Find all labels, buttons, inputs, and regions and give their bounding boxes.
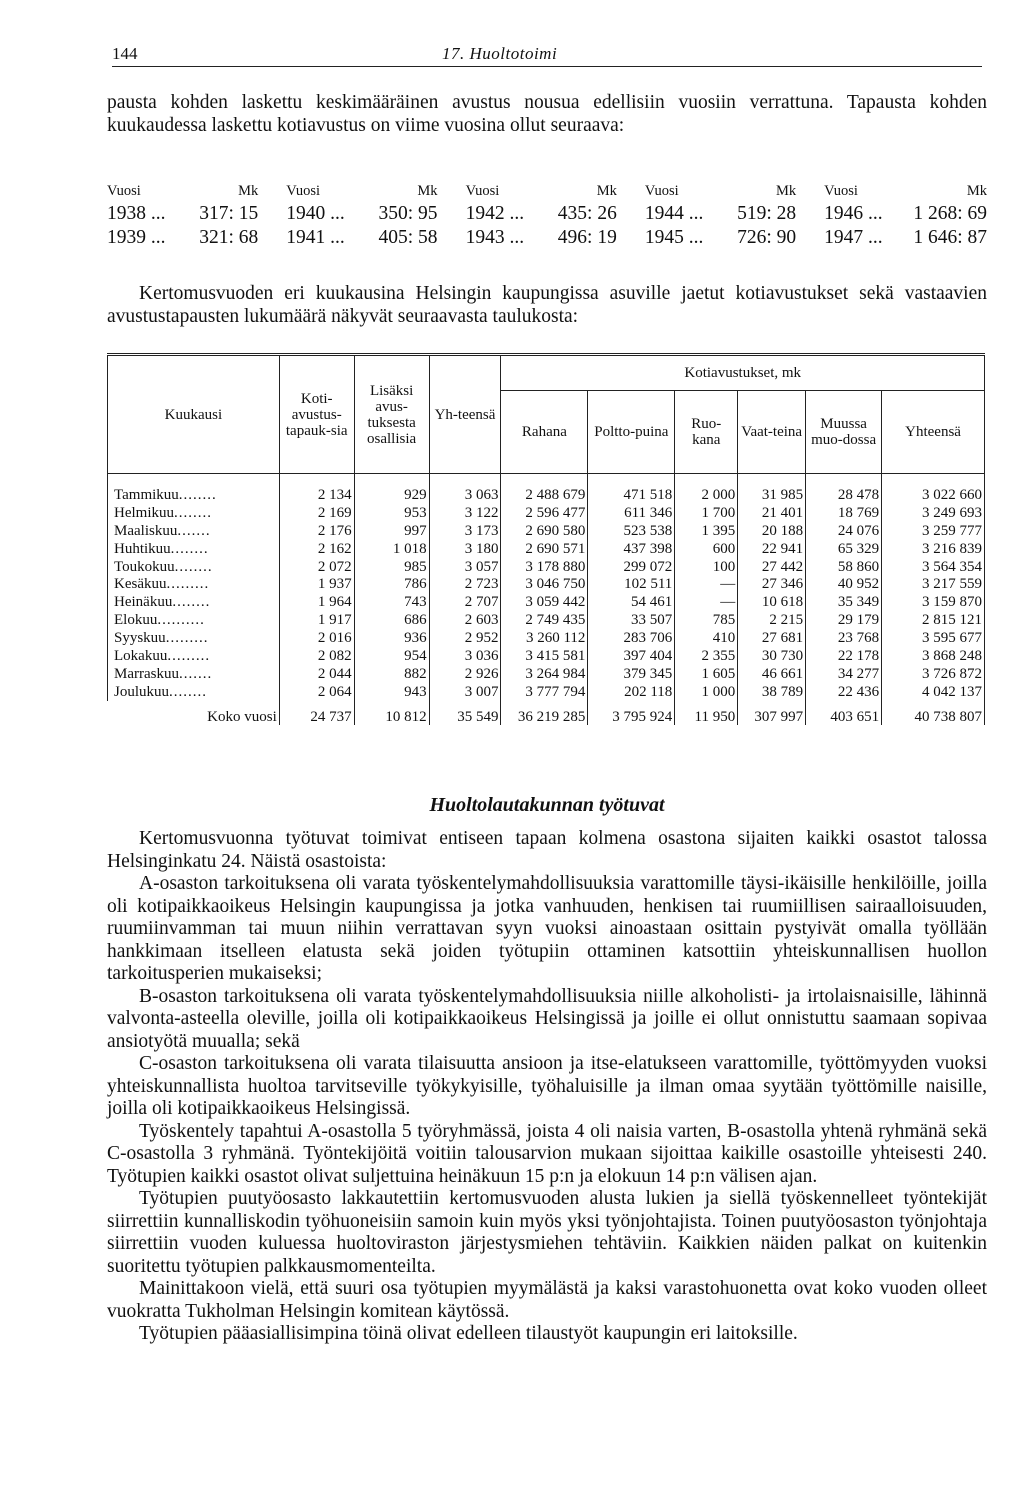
table-row [108,629,985,647]
cell-money: 2 488 679 [501,474,588,504]
cell-cases: 2 169 [279,504,354,522]
col-year: Vuosi [644,182,679,199]
cell-extra: 997 [354,522,429,540]
header-other: Muussa muo-dossa [806,391,882,474]
col-value: Mk [238,182,259,199]
cell-other: 22 436 [806,683,882,701]
intro-paragraph [107,92,987,137]
cell-money: 2 690 580 [501,522,588,540]
cell-fuel: 523 538 [588,522,675,540]
cell-money: 3 178 880 [501,558,588,576]
amount: 350: 95 [378,203,438,224]
cell-total: 2 723 [429,575,501,593]
cell-food: 785 [675,611,738,629]
table-header-row [108,355,985,391]
cell-other: 23 768 [806,629,882,647]
cell-cases: 24 737 [279,701,354,725]
monthly-assistance-table [107,353,985,725]
amount: 405: 58 [378,227,438,248]
cell-cases: 2 064 [279,683,354,701]
cell-clothes: 30 730 [738,647,806,665]
cell-food: 410 [675,629,738,647]
cell-month: Elokuu.......... [108,611,280,629]
cell-fuel: 611 346 [588,504,675,522]
cell-extra: 953 [354,504,429,522]
header-money: Rahana [501,391,588,474]
cell-extra: 10 812 [354,701,429,725]
cell-cases: 2 162 [279,540,354,558]
cell-month: Marraskuu....... [108,665,280,683]
cell-cases: 2 134 [279,474,354,504]
cell-cases: 2 072 [279,558,354,576]
cell-extra: 929 [354,474,429,504]
cell-month: Syyskuu......... [108,629,280,647]
col-value: Mk [596,182,617,199]
cell-food: 1 395 [675,522,738,540]
cell-other: 28 478 [806,474,882,504]
running-head: 17. Huoltotoimi [442,44,558,63]
cell-extra: 936 [354,629,429,647]
cell-fuel: 283 706 [588,629,675,647]
cell-clothes: 27 346 [738,575,806,593]
leader-dots: ....... [178,665,213,682]
amount: 1 268: 69 [913,203,987,224]
cell-clothes: 31 985 [738,474,806,504]
leader-dots: ........ [178,486,217,503]
leader-dots: ........ [174,504,212,521]
cell-month: Helmikuu........ [108,504,280,522]
total-label: Koko vuosi [207,708,277,725]
year: 1940 ... [286,203,345,224]
header-fuel: Poltto-puina [588,391,675,474]
cell-total: 2 707 [429,593,501,611]
col-year: Vuosi [107,182,141,199]
cell-other: 18 769 [806,504,882,522]
cell-other: 34 277 [806,665,882,683]
cell-sum: 3 726 872 [882,665,985,683]
cell-total: 3 122 [429,504,501,522]
cell-money: 3 415 581 [501,647,588,665]
cell-cases: 1 917 [279,611,354,629]
body-paragraph: Työskentely tapahtui A-osastolla 5 työryhmässä, joista 4 oli naisia varten, B-osastolla yhtenä ryhmänä sekä C-osastolla 3 ryhmänä. Työntekijöitä voitiin talousarvion mukaan sijoittaa kaikille osastoille yhteisesti 240. Työtupien kaikki osastot olivat suljettuina heinäkuun 15 p:n ja elokuun 14 p:n välisen ajan. [107,1120,987,1187]
leader-dots: ......... [166,576,210,593]
cell-extra: 1 018 [354,540,429,558]
cell-fuel: 202 118 [588,683,675,701]
cell-cases: 2 016 [279,629,354,647]
cell-month: Maaliskuu....... [108,522,280,540]
amount: 435: 26 [557,203,617,224]
leader-dots: ........ [172,594,211,611]
cell-fuel: 379 345 [588,665,675,683]
leader-dots: ........ [174,558,213,575]
cell-clothes: 27 681 [738,629,806,647]
cell-month: Joulukuu........ [108,683,280,701]
yearly-average-table [107,180,987,250]
header-sum: Yhteensä [882,391,985,474]
cell-other: 22 178 [806,647,882,665]
table-row [108,683,985,701]
cell-money: 3 264 984 [501,665,588,683]
cell-total: 3 036 [429,647,501,665]
intro-text: pausta kohden laskettu keskimääräinen avustus nousua edellisiin vuosiin verrattuna. Tapausta kohden kuukaudessa laskettu kotiavustus on viime vuosina ollut seuraava: [107,92,987,136]
table-intro-paragraph [107,283,987,328]
cell-money: 3 260 112 [501,629,588,647]
cell-total: 3 007 [429,683,501,701]
cell-month: Heinäkuu........ [108,593,280,611]
cell-sum: 4 042 137 [882,683,985,701]
col-value: Mk [966,182,987,199]
leader-dots: ........ [169,683,208,700]
year: 1946 ... [824,203,883,224]
header-extra: Lisäksi avus-tuksesta osallisia [354,355,429,474]
amount: 317: 15 [199,203,259,224]
cell-money: 3 777 794 [501,683,588,701]
cell-other: 24 076 [806,522,882,540]
table-row [108,647,985,665]
cell-sum: 3 217 559 [882,575,985,593]
cell-sum: 3 249 693 [882,504,985,522]
cell-food: 600 [675,540,738,558]
body-paragraph: A-osaston tarkoituksena oli varata työskentelymahdollisuuksia varattomille täysi-ikäisille henkilöille, joilla oli kotipaikkaoikeus Helsingin kaupungissa ja jotka vanhuuden, henkisen tai ruumiillisen sairaalloisuuden, ruumiinvamman tai muun niihin verrattavan syyn vuoksi ainoastaan osittain pystyivät omalla työllään hankkimaan itselleen elatusta sekä joiden työtupiin ottaminen katsottiin yhteiskunnallisen huollon tarkoitusperien mukaiseksi; [107,873,987,984]
body-paragraph: Mainittakoon vielä, että suuri osa työtupien myymälästä ja kaksi varastohuonetta ovat koko vuoden olleet vuokratta Tukholman Helsingin komitean käytössä. [107,1278,987,1322]
year-row [107,202,987,226]
cell-sum: 3 868 248 [882,647,985,665]
cell-food: 11 950 [675,701,738,725]
amount: 496: 19 [557,227,617,248]
cell-total: 2 926 [429,665,501,683]
amount: 1 646: 87 [913,227,987,248]
cell-food: 1 000 [675,683,738,701]
year: 1939 ... [107,227,166,248]
cell-total: 3 057 [429,558,501,576]
cell-sum: 3 159 870 [882,593,985,611]
cell-money: 3 046 750 [501,575,588,593]
cell-cases: 2 044 [279,665,354,683]
col-year: Vuosi [465,182,500,199]
cell-other: 65 329 [806,540,882,558]
cell-extra: 943 [354,683,429,701]
cell-money: 36 219 285 [501,701,588,725]
col-value: Mk [775,182,797,199]
year-table-header [107,180,987,202]
body-paragraph: B-osaston tarkoituksena oli varata työskentelymahdollisuuksia niille alkoholisti- ja irtolaisnaisille, lähinnä valvonta-asteella oleville, joilla oli kotipaikkaoikeus Helsingissä ja joille ei ollut onnistuttu saamaan sopivaa ansiotyötä muualla; sekä [107,985,987,1052]
cell-fuel: 33 507 [588,611,675,629]
cell-food: 1 700 [675,504,738,522]
col-year: Vuosi [286,182,321,199]
cell-food: — [675,593,738,611]
section-title: Huoltolautakunnan työtuvat [429,794,665,816]
page-header [112,34,982,67]
year: 1945 ... [644,227,704,248]
header-month: Kuukausi [108,355,280,474]
year: 1938 ... [107,203,166,224]
amount: 321: 68 [199,227,259,248]
cell-cases: 2 082 [279,647,354,665]
year: 1943 ... [465,227,525,248]
header-total: Yh-teensä [429,355,501,474]
cell-fuel: 471 518 [588,474,675,504]
cell-sum: 3 259 777 [882,522,985,540]
cell-extra: 882 [354,665,429,683]
cell-total: 35 549 [429,701,501,725]
cell-cases: 2 176 [279,522,354,540]
page-number: 144 [112,44,138,63]
cell-food: 2 355 [675,647,738,665]
cell-fuel: 54 461 [588,593,675,611]
cell-clothes: 20 188 [738,522,806,540]
cell-fuel: 437 398 [588,540,675,558]
cell-extra: 743 [354,593,429,611]
section-body [107,828,987,1346]
year: 1941 ... [286,227,345,248]
cell-clothes: 46 661 [738,665,806,683]
cell-money: 2 749 435 [501,611,588,629]
cell-total: 2 952 [429,629,501,647]
table-row [108,665,985,683]
body-paragraph: C-osaston tarkoituksena oli varata tilaisuutta ansioon ja itse-elatukseen varattomille, työttömyyden vuoksi yhteiskunnallista huoltoa tarvitseville työkykyisille, työhaluisille ja ilman omaa syytään työttömille naisille, joilla oli kotipaikkaoikeus Helsingissä. [107,1053,987,1119]
year: 1944 ... [644,203,704,224]
header-group: Kotiavustukset, mk [501,355,985,391]
amount: 519: 28 [737,203,797,224]
cell-clothes: 2 215 [738,611,806,629]
cell-money: 2 690 571 [501,540,588,558]
cell-fuel: 299 072 [588,558,675,576]
table-intro-text: Kertomusvuoden eri kuukausina Helsingin kaupungissa asuville jaetut kotiavustukset sekä vastaavien avustustapausten lukumäärä näkyvät seuraavasta taulukosta: [107,283,987,327]
cell-total: 3 063 [429,474,501,504]
cell-sum: 3 564 354 [882,558,985,576]
cell-clothes: 27 442 [738,558,806,576]
cell-food: 1 605 [675,665,738,683]
leader-dots: .......... [157,612,205,629]
cell-sum: 2 815 121 [882,611,985,629]
header-cases: Koti-avustus-tapauk-sia [279,355,354,474]
cell-total: 2 603 [429,611,501,629]
cell-clothes: 38 789 [738,683,806,701]
cell-fuel: 102 511 [588,575,675,593]
col-year: Vuosi [824,182,858,199]
cell-food: 2 000 [675,474,738,504]
body-paragraph: Työtupien puutyöosasto lakkautettiin kertomusvuoden alusta lukien ja siellä työskennelleet työntekijät siirrettiin kunnalliskodin työhuoneisiin samoin kuin myös yksi työnjohtajista. Toinen puutyöosaston työnjohtaja siirrettiin vuoden kuluessa huoltoviraston järjestysmiehen tehtäviin. Kaikkien näiden palkat on kuitenkin suoritettu työtupien palkkausmomenteilta. [107,1188,987,1277]
cell-sum: 3 216 839 [882,540,985,558]
year-row [107,226,987,250]
cell-extra: 954 [354,647,429,665]
table-row [108,558,985,576]
cell-cases: 1 964 [279,593,354,611]
cell-month: Toukokuu........ [108,558,280,576]
cell-clothes: 10 618 [738,593,806,611]
cell-extra: 985 [354,558,429,576]
cell-other: 29 179 [806,611,882,629]
header-food: Ruo-kana [675,391,738,474]
table-row [108,593,985,611]
cell-clothes: 21 401 [738,504,806,522]
header-clothes: Vaat-teina [738,391,806,474]
body-paragraph: Kertomusvuonna työtuvat toimivat entiseen tapaan kolmena osastona sijaiten kaikki osastot talossa Helsinginkatu 24. Näistä osastoista: [107,828,987,872]
cell-fuel: 397 404 [588,647,675,665]
cell-clothes: 307 997 [738,701,806,725]
cell-total: 3 180 [429,540,501,558]
cell-other: 40 952 [806,575,882,593]
cell-month: Huhtikuu........ [108,540,280,558]
cell-sum: 3 022 660 [882,474,985,504]
cell-other: 58 860 [806,558,882,576]
leader-dots: ......... [167,647,211,664]
table-row [108,575,985,593]
col-value: Mk [417,182,438,199]
table-row [108,522,985,540]
cell-month: Lokakuu......... [108,647,280,665]
table-row [108,611,985,629]
cell-extra: 786 [354,575,429,593]
body-paragraph: Työtupien pääasiallisimpina töinä olivat edelleen tilaustyöt kaupungin eri laitoksille. [139,1323,798,1344]
cell-fuel: 3 795 924 [588,701,675,725]
table-row [108,540,985,558]
leader-dots: ....... [177,522,211,539]
cell-extra: 686 [354,611,429,629]
cell-money: 2 596 477 [501,504,588,522]
cell-money: 3 059 442 [501,593,588,611]
table-row [108,474,985,504]
cell-month: Kesäkuu......... [108,575,280,593]
cell-other: 35 349 [806,593,882,611]
table-row [108,504,985,522]
cell-sum: 40 738 807 [882,701,985,725]
cell-sum: 3 595 677 [882,629,985,647]
year: 1942 ... [465,203,525,224]
cell-month: Tammikuu........ [108,474,280,504]
leader-dots: ......... [165,630,209,647]
year: 1947 ... [824,227,883,248]
leader-dots: ........ [170,540,209,557]
amount: 726: 90 [737,227,797,248]
cell-total: 3 173 [429,522,501,540]
cell-other: 403 651 [806,701,882,725]
cell-food: 100 [675,558,738,576]
total-row [108,701,985,725]
cell-cases: 1 937 [279,575,354,593]
cell-food: — [675,575,738,593]
cell-clothes: 22 941 [738,540,806,558]
